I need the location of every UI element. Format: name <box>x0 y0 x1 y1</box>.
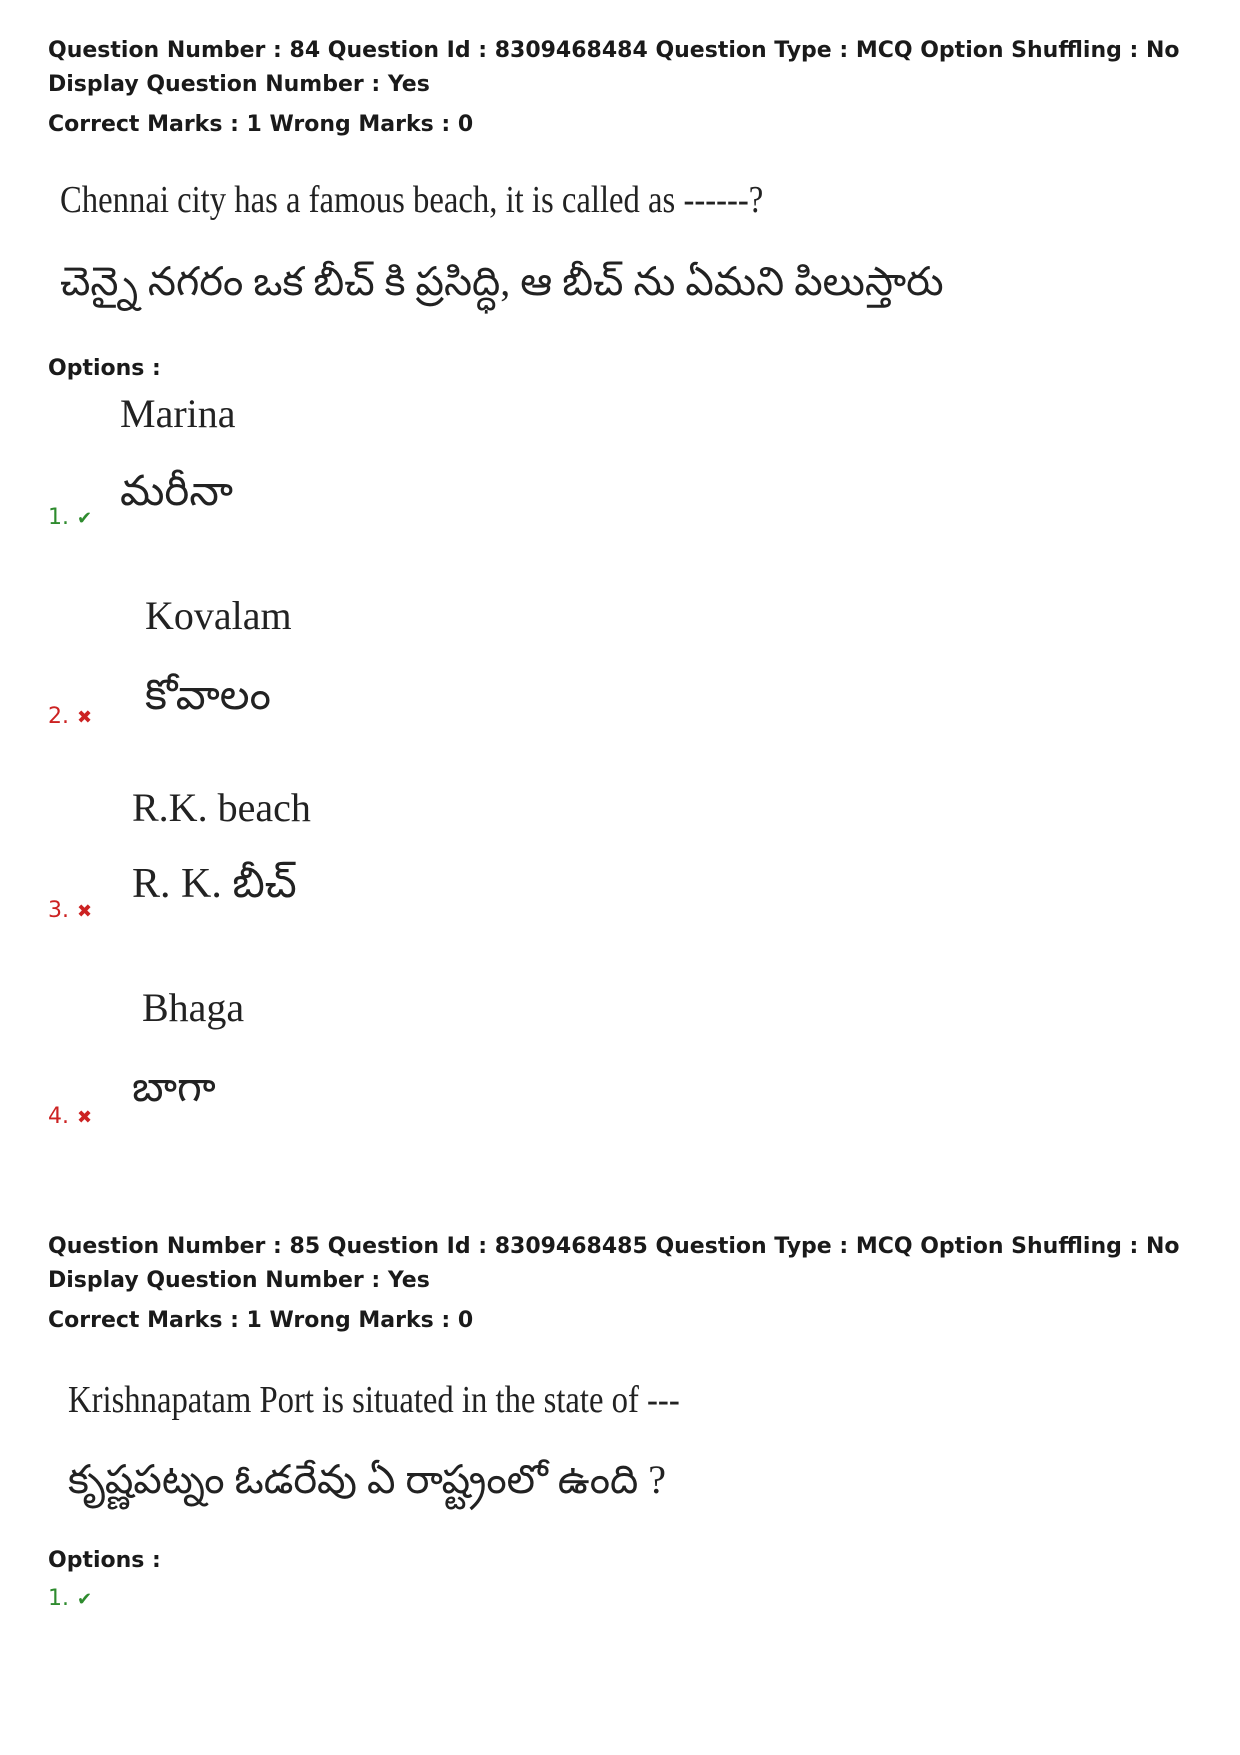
question-85-meta <box>48 1230 1180 1338</box>
option-2-english: Kovalam <box>145 593 292 638</box>
question-meta-line: Question Number : 84 Question Id : 8309468484 Question Type : MCQ Option Shuffling : No <box>48 38 1180 63</box>
question-84-text-telugu: చెన్నై నగరం ఒక బీచ్ కి ప్రసిద్ధి, ఆ బీచ్ ను ఏమని పిలుస్తారు <box>60 259 944 304</box>
option-1-english: Marina <box>120 391 236 436</box>
marks-line: Correct Marks : 1 Wrong Marks : 0 <box>48 1308 474 1333</box>
correct-check-icon: ✔ <box>77 508 93 529</box>
display-question-number: Display Question Number : Yes <box>48 1268 430 1293</box>
option-1-number <box>48 1586 92 1611</box>
question-84-text-english: Chennai city has a famous beach, it is called as ------? <box>60 179 764 221</box>
options-label: Options : <box>48 356 161 381</box>
option-3-number <box>48 898 92 923</box>
display-question-number: Display Question Number : Yes <box>48 72 430 97</box>
wrong-cross-icon: ✖ <box>77 901 93 922</box>
option-4-telugu: బాగా <box>132 1065 216 1111</box>
option-2-number <box>48 704 92 729</box>
marks-line: Correct Marks : 1 Wrong Marks : 0 <box>48 112 474 137</box>
option-4-number <box>48 1104 92 1129</box>
question-84-meta <box>48 34 1180 142</box>
option-number: 4. <box>48 1104 69 1129</box>
question-85-text-english: Krishnapatam Port is situated in the state of --- <box>68 1379 680 1421</box>
option-number: 1. <box>48 505 69 530</box>
options-label: Options : <box>48 1548 161 1573</box>
wrong-cross-icon: ✖ <box>77 707 93 728</box>
option-1-telugu: మరీనా <box>120 469 233 515</box>
wrong-cross-icon: ✖ <box>77 1107 93 1128</box>
option-4-english: Bhaga <box>142 985 245 1030</box>
question-85-text-telugu: కృష్ణపట్నం ఓడరేవు ఏ రాష్ట్రంలో ఉంది ? <box>68 1457 666 1502</box>
option-1-number <box>48 505 92 530</box>
option-number: 3. <box>48 898 69 923</box>
option-number: 1. <box>48 1586 69 1611</box>
question-meta-line: Question Number : 85 Question Id : 8309468485 Question Type : MCQ Option Shuffling : No <box>48 1234 1180 1259</box>
option-number: 2. <box>48 704 69 729</box>
option-2-telugu: కోవాలం <box>145 673 271 719</box>
correct-check-icon: ✔ <box>77 1589 93 1610</box>
option-3-telugu: R. K. బీచ్ <box>132 861 297 907</box>
option-3-english: R.K. beach <box>132 785 311 830</box>
